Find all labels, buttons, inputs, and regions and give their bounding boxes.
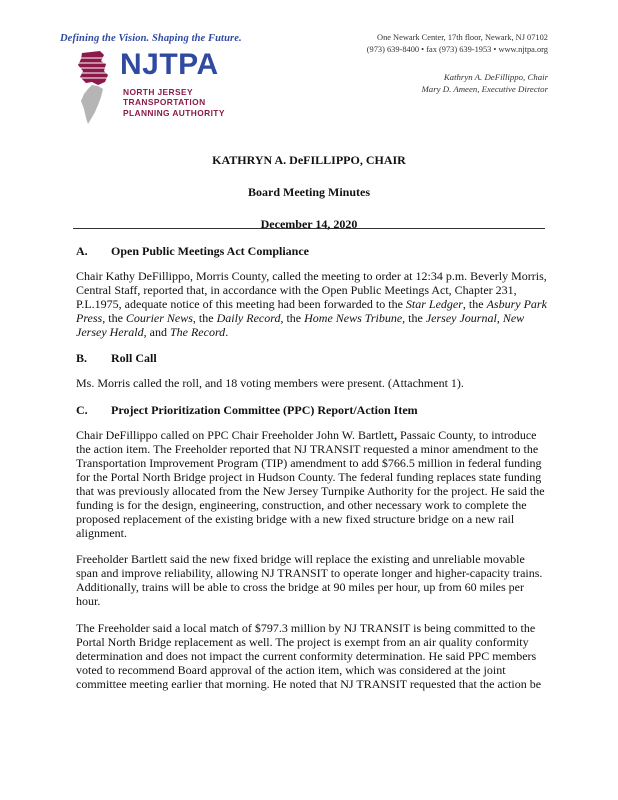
text-run: , and [143, 324, 170, 339]
text-run: Chair DeFillippo called on PPC Chair Freeholder John W. Bartlett [76, 428, 394, 443]
logo-subtitle-line: PLANNING AUTHORITY [123, 107, 225, 118]
text-run: , the [462, 296, 487, 311]
newspaper-name: Jersey Journal [425, 310, 497, 325]
minutes-body [76, 245, 548, 705]
logo-subtitle [123, 87, 225, 118]
tagline: Defining the Vision. Shaping the Future. [60, 33, 242, 44]
newspaper-name: Courier News [125, 310, 193, 325]
text-run: , the [280, 310, 305, 325]
executive-director-name: Mary D. Ameen, Executive Director [421, 84, 548, 94]
title-divider [73, 228, 545, 229]
newspaper-name: New Jersey Herald [76, 310, 525, 339]
newspaper-name: Star Ledger [405, 296, 463, 311]
text-run: , [393, 428, 397, 443]
newspaper-name: Asbury Park Press [76, 296, 547, 325]
text-run: , the [102, 310, 126, 325]
logo-subtitle-line: NORTH JERSEY [123, 87, 193, 97]
section-c-paragraph-3: The Freeholder said a local match of $797.3 million by NJ TRANSIT is being committed to the Portal North Bridge replacement as well. The project is exempt from an air quality conformity determination and does not impact the current conformity determination. He said PPC members voted to recommend Board approval of the action item, which was considered at the joint committee meeting earlier that morning. He noted that NJ TRANSIT requested that the action be [76, 621, 542, 691]
section-number: B. [76, 351, 88, 366]
document-title: Board Meeting Minutes [248, 185, 370, 199]
section-number: C. [76, 403, 88, 418]
section-heading-c [76, 404, 548, 418]
text-run: , the [402, 310, 426, 325]
section-c-paragraph-1 [76, 429, 548, 540]
text-run: Passaic County, to introduce the action item. The Freeholder reported that NJ TRANSIT requested a minor amendment to the Transportation Improvement Program (TIP) amendment to add $766.5 million in federal funding for the Portal North Bridge project in Hudson County. The federal funding replaces state funding that was previously allocated from the New Jersey Turnpike Authority for the project. He said the funding is for the design, engineering, construction, and other necessary work to complete the proposed replacement of the existing bridge with a new fixed structure bridge on a new rail alignment. [76, 428, 545, 540]
section-c-paragraph-2: Freeholder Bartlett said the new fixed bridge will replace the existing and unreliable movable span and improve reliability, allowing NJ TRANSIT to operate longer and higher-capacity trains. Additionally, trains will be able to cross the bridge at 90 miles per hour, up from 60 miles per hour. [76, 552, 543, 609]
section-heading-a [76, 245, 548, 259]
section-b-paragraph: Ms. Morris called the roll, and 18 voting members were present. (Attachment 1). [76, 376, 464, 391]
text-run: , the [192, 310, 217, 325]
logo-subtitle-line: TRANSPORTATION [123, 97, 206, 108]
meeting-date: December 14, 2020 [260, 217, 358, 231]
text-run: Chair Kathy DeFillippo, Morris County, called the meeting to order at 12:34 p.m. Beverly Morris, Central Staff, reported that, in accordance with the Open Public Meetings Act, Chapter 231, P.L.1975, adequate notice of this meeting had been forwarded to the [76, 268, 547, 311]
text-run: , [496, 310, 503, 325]
section-title: Open Public Meetings Act Compliance [111, 244, 309, 258]
chair-name: Kathryn A. DeFillippo, Chair [443, 72, 548, 82]
chair-heading: KATHRYN A. DeFILLIPPO, CHAIR [212, 153, 406, 167]
nj-map-logo-icon [74, 49, 118, 127]
section-a-paragraph [76, 270, 548, 340]
text-run: . [225, 324, 229, 339]
document-title-block [0, 153, 618, 249]
phone-fax-web-line: (973) 639-8400 • fax (973) 639-1953 • www.njtpa.org [366, 45, 548, 54]
newspaper-name: Daily Record [216, 310, 281, 325]
contact-info [367, 32, 548, 56]
newspaper-name: Home News Tribune [304, 310, 403, 325]
address-line: One Newark Center, 17th floor, Newark, NJ 07102 [377, 33, 548, 42]
newspaper-name: The Record [169, 324, 226, 339]
section-number: A. [76, 244, 88, 258]
section-title: Roll Call [111, 351, 157, 366]
letterhead [0, 0, 618, 140]
section-title: Project Prioritization Committee (PPC) Report/Action Item [111, 403, 418, 418]
logo-wordmark: NJTPA [120, 48, 219, 81]
officers [421, 71, 548, 95]
section-heading-b [76, 352, 548, 366]
